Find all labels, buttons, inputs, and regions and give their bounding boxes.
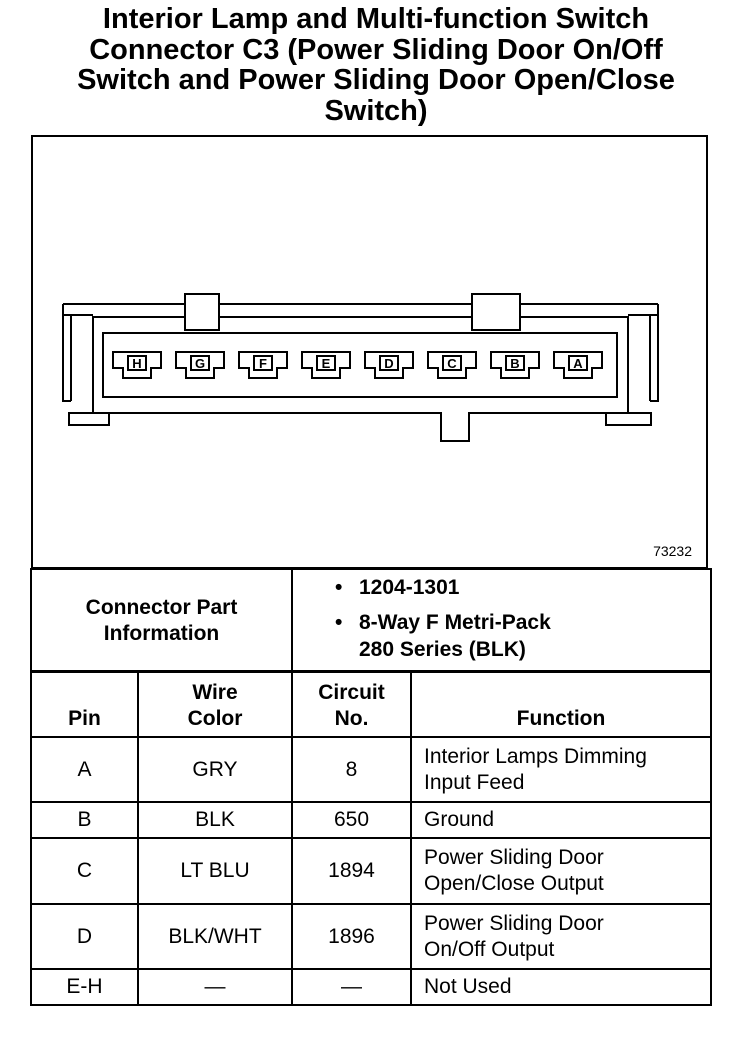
circuit-cell: 650: [292, 802, 411, 838]
function-cell: [411, 904, 711, 969]
pin-table: [30, 670, 712, 1006]
part-info-label: [31, 569, 292, 672]
function-line: On/Off Output: [424, 937, 555, 961]
foot-right: [606, 413, 651, 425]
pin-cell: B: [31, 802, 138, 838]
circuit-cell: —: [292, 969, 411, 1005]
figure-number: 73232: [653, 543, 692, 559]
title-line: Interior Lamp and Multi-function Switch: [102, 3, 650, 35]
cavity-label: H: [132, 356, 142, 371]
header-function: Function: [411, 671, 711, 737]
function-line: Power Sliding Door: [424, 846, 604, 869]
circuit-cell: 8: [292, 737, 411, 802]
title-line: Connector C3 (Power Sliding Door On/Off: [89, 33, 663, 66]
title-line: Switch): [324, 94, 428, 127]
function-cell: [411, 737, 711, 802]
connector-diagram: [31, 135, 708, 569]
table-row: [31, 802, 711, 838]
table-row: [31, 838, 711, 904]
circuit-cell: 1894: [292, 838, 411, 904]
function-cell: Ground: [411, 802, 711, 838]
function-line: Interior Lamps Dimming: [424, 744, 647, 768]
cavity-label: E: [321, 356, 331, 371]
connector-body: [93, 317, 628, 441]
table-row: [31, 737, 711, 802]
pin-cell: D: [31, 904, 138, 969]
table-row: [31, 904, 711, 969]
part-number: • 1204-1301: [333, 574, 710, 601]
connector-series: 280 Series (BLK): [359, 638, 526, 661]
function-line: Open/Close Output: [424, 872, 604, 895]
cavity-label: G: [194, 356, 206, 371]
page-title: [40, 4, 712, 126]
header-line: Wire: [192, 681, 238, 704]
cavity-label: A: [573, 356, 583, 371]
connector-type: [333, 609, 710, 663]
wire-color-cell: LT BLU: [138, 838, 292, 904]
wire-color-cell: GRY: [138, 737, 292, 802]
cavity-label: D: [384, 356, 394, 371]
wire-color-cell: BLK/WHT: [138, 904, 292, 969]
part-info-values: [292, 569, 711, 672]
header-line: Circuit: [318, 681, 385, 704]
header-circuit: [292, 671, 411, 737]
connector-part-info: [30, 568, 712, 673]
header-line: No.: [334, 707, 369, 730]
function-cell: [411, 838, 711, 904]
connector-type-line: 8-Way F Metri-Pack: [359, 611, 551, 634]
housing-left-side: [63, 304, 71, 401]
housing-right-side: [650, 304, 658, 401]
top-latch-left: [185, 294, 219, 330]
cavity-label: C: [447, 356, 457, 371]
header-pin: Pin: [31, 671, 138, 737]
pin-cell: C: [31, 838, 138, 904]
circuit-cell: 1896: [292, 904, 411, 969]
table-header-row: [31, 671, 711, 737]
header-line: Color: [187, 707, 243, 730]
pin-cell: A: [31, 737, 138, 802]
cavity-label: B: [510, 356, 520, 371]
function-line: Input Feed: [424, 770, 525, 794]
function-line: Power Sliding Door: [424, 911, 604, 935]
header-wire-color: [138, 671, 292, 737]
cavity-label: F: [259, 356, 267, 371]
table-row: [31, 969, 711, 1005]
function-cell: Not Used: [411, 969, 711, 1005]
title-line: Switch and Power Sliding Door Open/Close: [77, 64, 675, 96]
connector-drawing: [33, 137, 710, 571]
part-info-label-line: Information: [103, 621, 220, 645]
foot-left: [69, 413, 109, 425]
part-info-label-line: Connector Part: [85, 595, 238, 619]
top-latch-right: [472, 294, 520, 330]
wire-color-cell: BLK: [138, 802, 292, 838]
pin-cell: E-H: [31, 969, 138, 1005]
wire-color-cell: —: [138, 969, 292, 1005]
